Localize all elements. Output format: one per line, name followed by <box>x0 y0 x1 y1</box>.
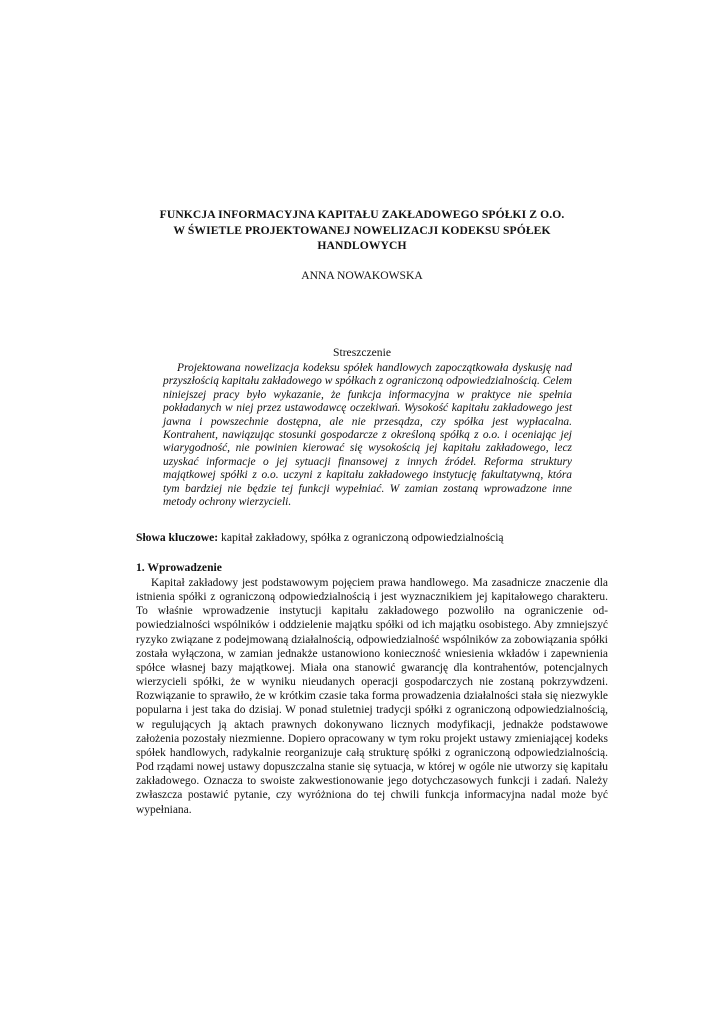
keywords-label: Słowa kluczowe: <box>136 531 219 544</box>
author-name: ANNA NOWAKOWSKA <box>301 269 423 282</box>
title-line-3: HANDLOWYCH <box>317 239 407 252</box>
abstract-text: Projektowana nowelizacja kodeksu spółek handlowych zapoczątkowała dyskusję nad przyszłością kapitału zakładowego w spółkach z ograniczoną odpowiedzialnością. Celem niniejszej pracy było wykazanie, że funkcja informacyjna w praktyce nie spełnia pokładanych w niej przez ustawodawcę oczekiwań. Wysokość kapitału zakładowego jest jawna i powszechnie dostępna, ale nie przesądza, czy spółka jest wypłacalna. Kontrahent, nawiązując stosunki gospodarcze z określoną spółką z o.o. i oceniając jej wiarygodność, nie powinien kierować się wysokością jej kapitału zakładowego, lecz uzyskać informacje o jej sytuacji finansowej z innych źródeł. Reforma struktury majątkowej spółki z o.o. uczyni z kapitału zakładowego instytucję fakultatywną, która tym bardziej nie będzie tej funkcji wypełniać. W zamian zostaną wprowadzone inne metody ochrony wierzycieli. <box>163 362 572 509</box>
keywords <box>136 530 606 545</box>
section-body-text: Kapitał zakładowy jest podstawowym pojęciem prawa handlowego. Ma zasadnicze znaczenie dla istnienia spółki z ograniczoną odpowiedzialnością i jest wyznacznikiem jej kapitałowego charakteru. To właśnie wprowadzenie instytucji kapitału zakładowego pozwoliło na ograniczenie odpowiedzialności wspólników i oddzielenie majątku spółki od ich majątku osobistego. Aby zmniejszyć ryzyko związane z podejmowaną działalnością, odpowiedzialność wspólników za zobowiązania spółki została wyłączona, w zamian jednakże ustanowiono konieczność wniesienia wkładów i zapewnienia spółce własnej bazy majątkowej. Miała ona stanowić gwarancję dla kontrahentów, potencjalnych wierzycieli spółki, że w wyniku nieudanych operacji gospodarczych nie zostaną pokrzywdzeni. Rozwiązanie to sprawiło, że w krótkim czasie taka forma prowadzenia działalności stała się niezwykle popularna i jest taka do dzisiaj. W ponad stuletniej tradycji spółki z ograniczoną odpowiedzialnością, w regulujących ją aktach prawnych dokonywano licznych modyfikacji, jednakże podstawowe założenia pozostały niezmienne. Dopiero opracowany w tym roku projekt ustawy zmieniającej kodeks spółek handlowych, radykalnie reorganizuje całą strukturę spółki z ograniczoną odpowiedzialnością. Pod rządami nowej ustawy dopuszczalna stanie się sytuacja, w której w ogóle nie utworzy się kapitału zakładowego. Oznacza to swoiste zakwestionowanie jego dotychczasowych funkcji i zadań. Należy zwłaszcza postawić pytanie, czy wyróżniona do tej chwili funkcja informacyjna nadal może być wypełniana. <box>136 577 608 816</box>
abstract-heading: Streszczenie <box>333 346 391 359</box>
keywords-text: kapitał zakładowy, spółka z ograniczoną odpowiedzialnością <box>218 531 504 544</box>
section-heading: 1. Wprowadzenie <box>136 561 222 574</box>
title-line-1: FUNKCJA INFORMACYJNA KAPITAŁU ZAKŁADOWEGO SPÓŁKI Z O.O. <box>159 208 565 221</box>
title-line-2: W ŚWIETLE PROJEKTOWANEJ NOWELIZACJI KODEKSU SPÓŁEK <box>173 223 551 237</box>
paper-title <box>120 207 604 254</box>
